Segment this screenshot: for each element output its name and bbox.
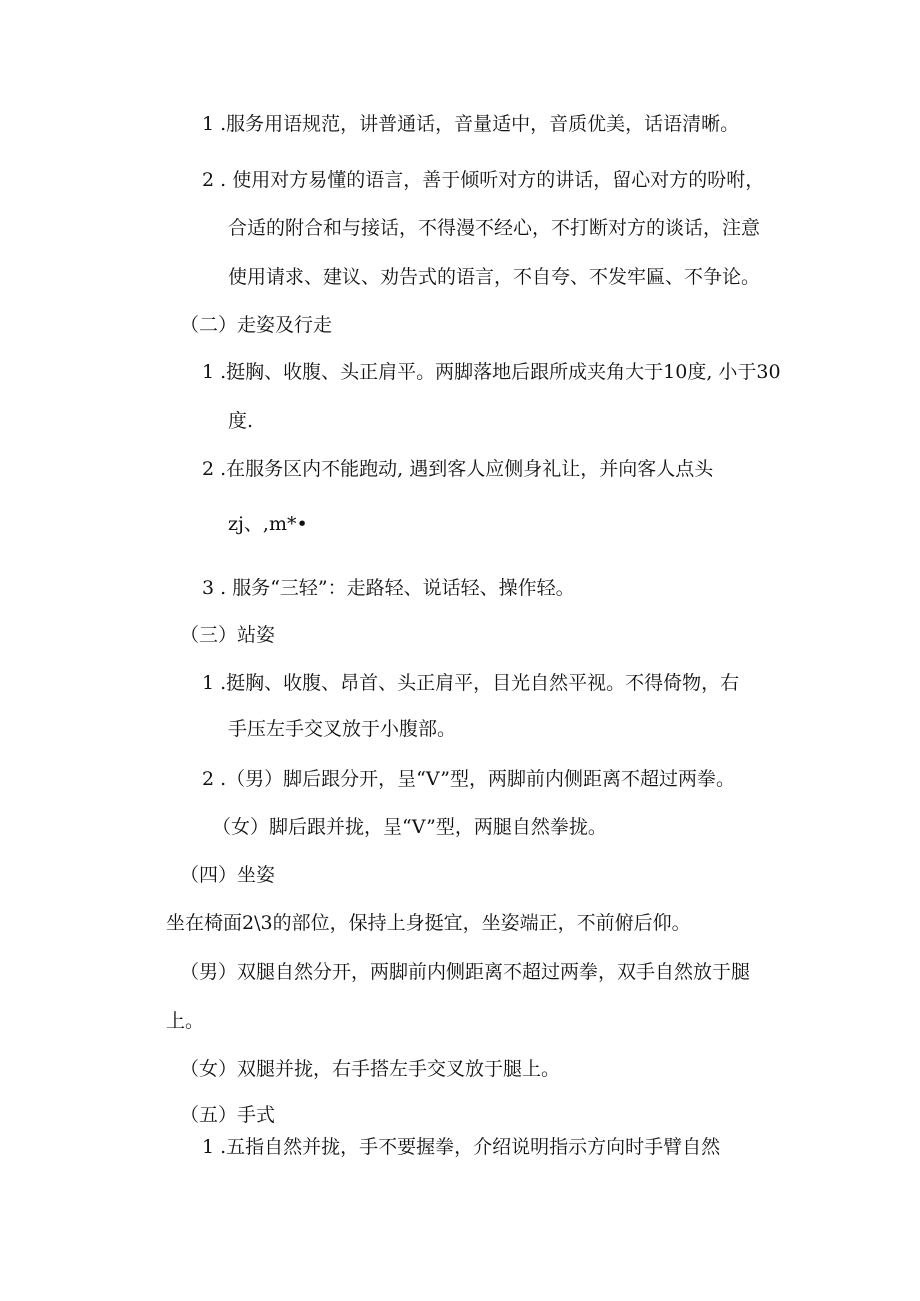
text-line-8: 2 .在服务区内不能跑动, 遇到客人应侧身礼让，并向客人点头: [202, 458, 714, 480]
section-heading-walking: （二）走姿及行走: [180, 314, 333, 336]
text-line-15: （女）脚后跟并拢，呈“V”型，两腿自然拳拢。: [212, 816, 607, 838]
text-line-19: 上。: [166, 1010, 205, 1032]
text-line-13: 手压左手交叉放于小腹部。: [228, 718, 457, 740]
text-line-18: （男）双腿自然分开，两脚前内侧距离不超过两拳，双手自然放于腿: [180, 961, 751, 983]
text-line-12: 1 .挺胸、收腹、昂首、头正肩平，目光自然平视。不得倚物，右: [202, 672, 740, 694]
text-line-9: zj、,m*•: [228, 513, 308, 535]
text-line-6: 1 .挺胸、收腹、头正肩平。两脚落地后跟所成夹角大于10度, 小于30: [202, 361, 781, 383]
section-heading-standing: （三）站姿: [180, 624, 276, 646]
text-line-10: 3 . 服务“三轻”：走路轻、说话轻、操作轻。: [202, 577, 575, 599]
text-line-4: 使用请求、建议、劝告式的语言，不自夸、不发牢匾、不争论。: [228, 266, 761, 288]
section-heading-hand: （五）手式: [180, 1104, 276, 1126]
text-line-7: 度.: [228, 410, 254, 432]
text-line-22: 1 .五指自然并拢，手不要握拳，介绍说明指示方向时手臂自然: [202, 1136, 721, 1158]
text-line-2: 2 . 使用对方易懂的语言，善于倾听对方的讲话，留心对方的吩咐，: [202, 169, 765, 191]
text-line-20: （女）双腿并拢，右手搭左手交叉放于腿上。: [180, 1058, 561, 1080]
text-line-3: 合适的附合和与接话，不得漫不经心，不打断对方的谈话，注意: [228, 217, 761, 239]
text-line-17: 坐在椅面2\3的部位，保持上身挺宜，坐姿端正，不前俯后仰。: [166, 912, 691, 934]
text-line-1: 1 .服务用语规范，讲普通话，音量适中，音质优美，话语清晰。: [202, 113, 740, 135]
section-heading-sitting: （四）坐姿: [180, 864, 276, 886]
text-line-14: 2 .（男）脚后跟分开，呈“V”型，两脚前内侧距离不超过两拳。: [202, 768, 736, 790]
